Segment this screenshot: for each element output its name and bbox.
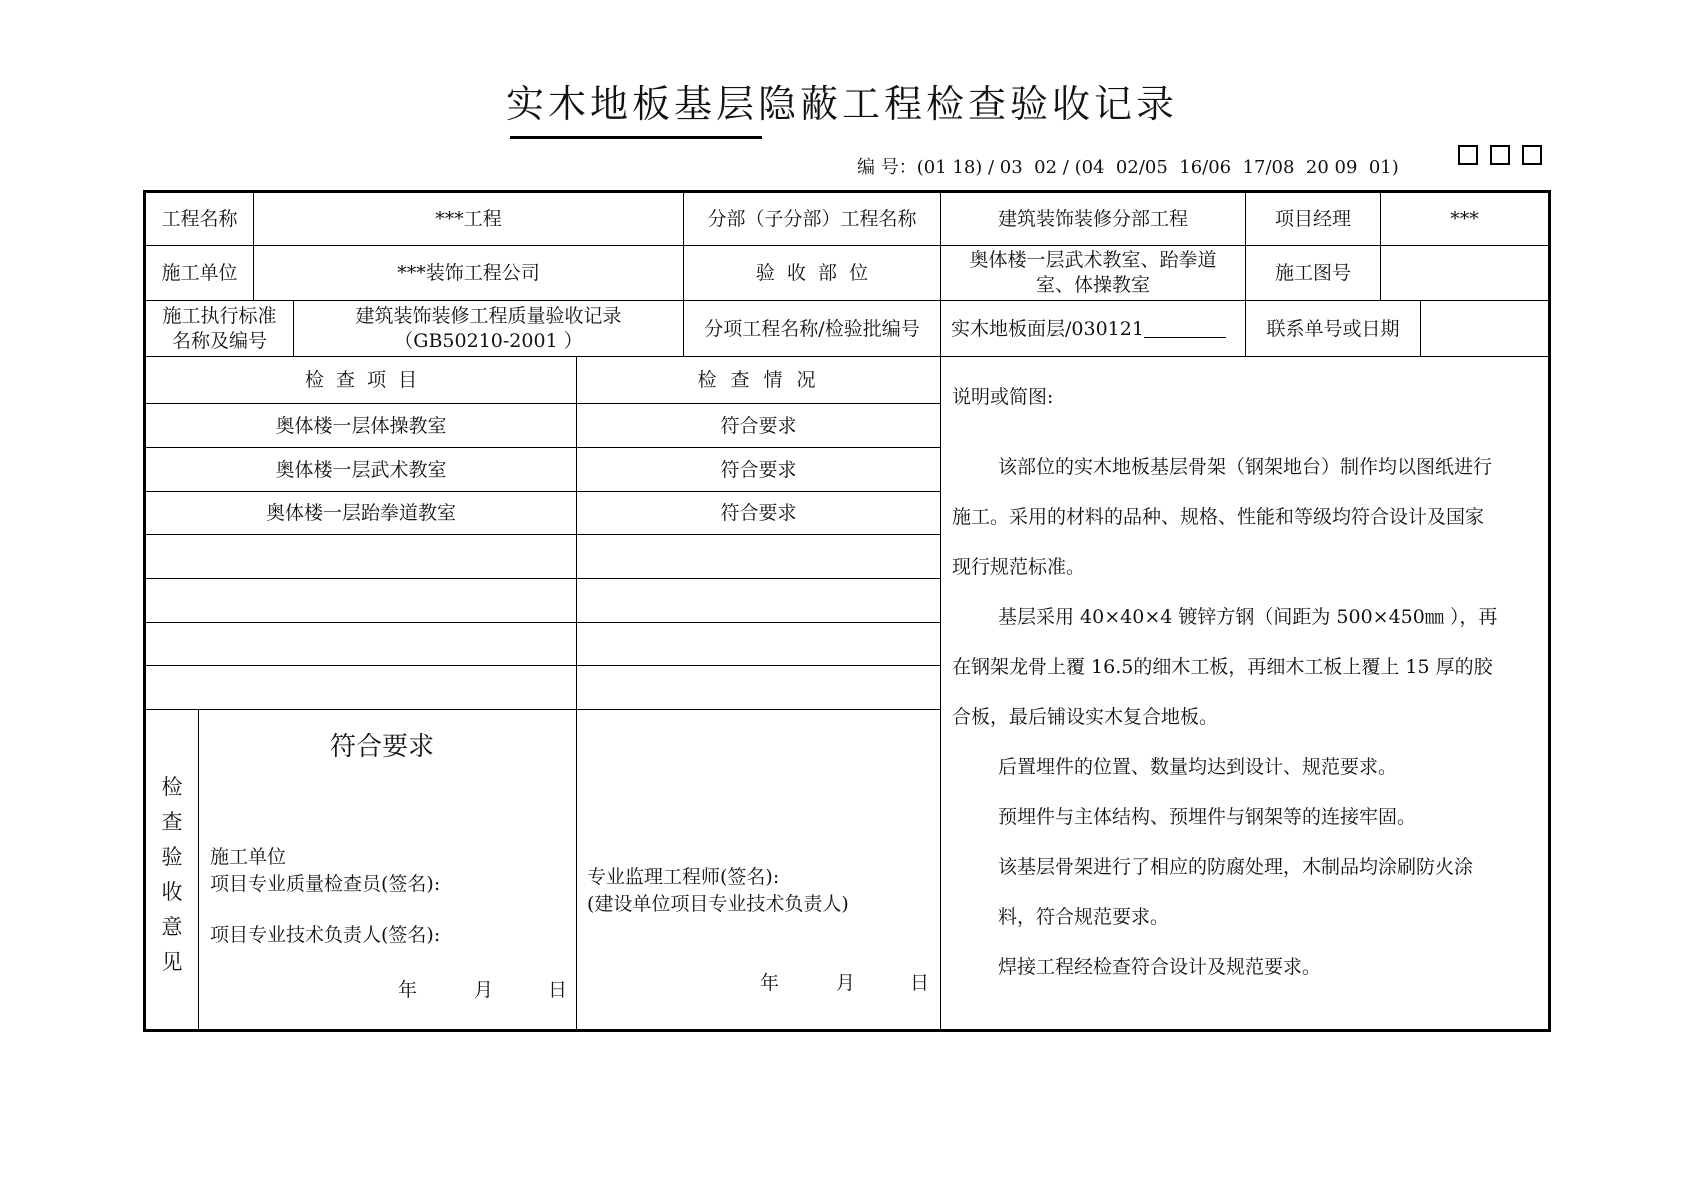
- table-row-item: [146, 579, 576, 622]
- table-row-status: [577, 623, 940, 665]
- contractor-date-day: 日: [548, 979, 568, 1001]
- table-row-status: [577, 666, 940, 709]
- supervisor-date-month: 月: [836, 972, 856, 994]
- document-number: 编 号：(01 18) / 03 02 / (04 02/05 16/06 17/08 20 09 01): [857, 157, 1399, 178]
- table-row-item: [146, 666, 576, 709]
- project-name-label: 工程名称: [161, 208, 238, 230]
- notes-paragraph: 在钢架龙骨上覆 16.5的细木工板，再细木工板上覆上 15 厚的胶: [952, 656, 1493, 678]
- table-row-status: [577, 579, 940, 622]
- contractor-date-year: 年: [398, 979, 418, 1001]
- location-value-line1: 奥体楼一层武术教室、跆拳道: [969, 249, 1217, 271]
- vertical-char: 见: [161, 950, 183, 974]
- acceptance-opinion: 符合要求: [330, 732, 435, 762]
- vertical-char: 检: [161, 775, 183, 799]
- notes-paragraph: 现行规范标准。: [952, 556, 1086, 578]
- notes-paragraph: 料，符合规范要求。: [998, 906, 1170, 928]
- tech-leader-signature: 项目专业技术负责人(签名):: [210, 924, 441, 946]
- standard-label: [146, 301, 293, 356]
- notes-paragraph: 合板，最后铺设实木复合地板。: [952, 706, 1219, 728]
- table-row-status: [577, 535, 940, 578]
- contractor-unit-label: 施工单位: [210, 846, 287, 868]
- standard-value-line1: 建筑装饰装修工程质量验收记录: [355, 304, 622, 327]
- contractor-label: 施工单位: [161, 262, 238, 284]
- notes-paragraph: 焊接工程经检查符合设计及规范要求。: [998, 956, 1322, 978]
- subitem-value-text: 实木地板面层/030121: [951, 317, 1144, 340]
- table-row-item: 奥体楼一层体操教室: [275, 414, 447, 437]
- table-row-status: 符合要求: [720, 502, 797, 524]
- division-label: 分部（子分部）工程名称: [707, 208, 917, 230]
- drawing-label: 施工图号: [1274, 262, 1351, 284]
- standard-value-line2: （GB50210-2001 ）: [394, 329, 583, 352]
- page-title: 实木地板基层隐蔽工程检查验收记录: [505, 82, 1178, 126]
- notes-heading: 说明或简图:: [952, 386, 1054, 408]
- inspection-divider-8: [143, 709, 940, 710]
- checkbox-1[interactable]: [1458, 145, 1478, 165]
- table-row-item: 奥体楼一层跆拳道教室: [265, 502, 456, 524]
- inspection-item-header: 检 查 项 目: [304, 369, 418, 391]
- notes-panel: [952, 372, 1542, 992]
- location-value-line2: 室、体操教室: [1035, 274, 1150, 296]
- manager-label: 项目经理: [1274, 208, 1351, 230]
- supervisor-signature: 专业监理工程师(签名):: [587, 866, 780, 888]
- contractor-value: ***装饰工程公司: [397, 262, 540, 284]
- notes-paragraph: 该基层骨架进行了相应的防腐处理，木制品均涂刷防火涂: [998, 856, 1474, 878]
- standard-label-line1: 施工执行标准: [162, 304, 277, 327]
- standard-value: [294, 301, 683, 356]
- checkbox-2[interactable]: [1490, 145, 1510, 165]
- notes-paragraph: 施工。采用的材料的品种、规格、性能和等级均符合设计及国家: [952, 506, 1485, 528]
- supervisor-note: (建设单位项目专业技术负责人): [587, 893, 849, 915]
- contact-value: [1421, 301, 1548, 356]
- col-divider-acceptance: [198, 709, 199, 1032]
- supervisor-date-day: 日: [910, 972, 930, 994]
- title-underline: [510, 136, 762, 139]
- checkbox-3[interactable]: [1522, 145, 1542, 165]
- notes-paragraph: 后置埋件的位置、数量均达到设计、规范要求。: [998, 756, 1398, 778]
- subitem-blank-line: [1144, 319, 1226, 338]
- acceptance-vertical-label: [160, 770, 184, 980]
- subitem-label: 分项工程名称/检验批编号: [704, 317, 920, 340]
- table-row-item: [146, 535, 576, 578]
- quality-inspector-signature: 项目专业质量检查员(签名):: [210, 873, 441, 895]
- notes-paragraph: 基层采用 40×40×4 镀锌方钢（间距为 500×450㎜ ），再: [998, 606, 1498, 628]
- contact-label: 联系单号或日期: [1266, 317, 1400, 340]
- location-label: 验 收 部 位: [755, 262, 869, 284]
- vertical-char: 意: [161, 915, 183, 939]
- manager-value: ***: [1450, 208, 1479, 230]
- standard-label-line2: 名称及编号: [171, 329, 267, 352]
- project-name-value: ***工程: [435, 208, 502, 230]
- table-row-item: [146, 623, 576, 665]
- vertical-char: 查: [161, 810, 183, 834]
- supervisor-date-year: 年: [760, 972, 780, 994]
- notes-paragraph: 该部位的实木地板基层骨架（钢架地台）制作均以图纸进行: [998, 456, 1493, 478]
- table-row-status: 符合要求: [720, 458, 797, 481]
- division-value: 建筑装饰装修分部工程: [997, 208, 1188, 230]
- location-value: [941, 246, 1245, 300]
- notes-paragraph: 预埋件与主体结构、预埋件与钢架等的连接牢固。: [998, 806, 1417, 828]
- table-row-item: 奥体楼一层武术教室: [275, 458, 447, 481]
- table-row-status: 符合要求: [720, 414, 797, 437]
- vertical-char: 收: [161, 880, 183, 904]
- vertical-char: 验: [161, 845, 183, 869]
- subitem-value: [941, 301, 1245, 356]
- drawing-value: [1381, 246, 1548, 300]
- contractor-date-month: 月: [474, 979, 494, 1001]
- inspection-status-header: 检 查 情 况: [697, 369, 820, 391]
